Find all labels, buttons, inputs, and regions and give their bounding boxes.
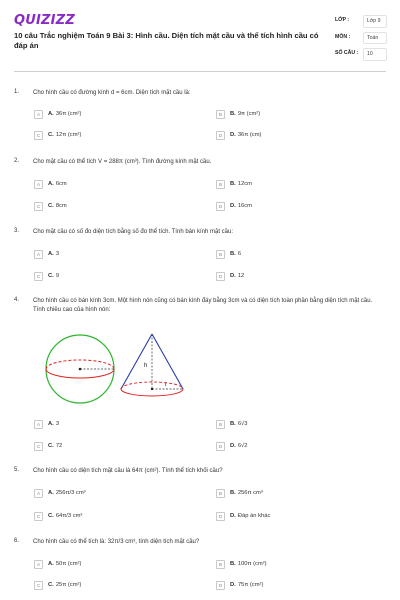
option-letter-box: B (216, 250, 225, 259)
option-text: 16cm (237, 203, 252, 209)
sphere-center (79, 368, 82, 371)
option-text: 256π/3 cm³ (55, 490, 86, 496)
option-key: B. (230, 251, 236, 257)
option-letter-box: D (216, 581, 225, 590)
option-letter-box: C (34, 131, 43, 140)
option-text: 36π (cm) (237, 132, 262, 138)
option-letter-box: A (34, 489, 43, 498)
option-text: 64π/3 cm³ (55, 513, 83, 519)
option-key: C. (48, 273, 54, 279)
cone-radius-label: r (165, 382, 167, 388)
q2-option-a[interactable] (34, 177, 67, 191)
q6-option-d[interactable] (216, 578, 263, 592)
question-text: Cho mặt cầu có thể tích V = 288π (cm³). Tính đường kính mặt cầu. (33, 159, 212, 165)
option-text: 9π (cm²) (237, 111, 261, 117)
option-key: C. (48, 203, 54, 209)
option-text: 12cm (237, 181, 252, 187)
option-letter-box: B (216, 110, 225, 119)
option-text: 256π cm³ (237, 490, 263, 496)
option-key: C. (48, 513, 54, 519)
option-key: C. (48, 582, 54, 588)
q4-option-c[interactable] (34, 439, 62, 453)
q3-option-b[interactable] (216, 247, 241, 261)
option-text: 50π (cm²) (55, 561, 82, 567)
cone-base-center (151, 388, 153, 390)
option-letter-box: C (34, 512, 43, 521)
q6-option-c[interactable] (34, 578, 81, 592)
option-letter-box: D (216, 442, 225, 451)
option-key: A. (48, 561, 54, 567)
question-number: 6. (14, 538, 20, 544)
meta-count-row (335, 48, 387, 61)
meta-grade-value: Lớp 9 (363, 15, 387, 28)
cone-height-label: h (144, 363, 148, 369)
option-key: C. (48, 132, 54, 138)
meta-grade-row (335, 15, 387, 28)
option-text: 6√2 (237, 443, 248, 449)
cone-right-side (152, 334, 183, 389)
option-key: A. (48, 421, 54, 427)
header-divider (14, 71, 386, 72)
option-text: 3 (55, 421, 60, 427)
option-letter-box: B (216, 489, 225, 498)
q1-option-a[interactable] (34, 107, 81, 121)
option-text: 9 (55, 273, 60, 279)
option-letter-box: D (216, 131, 225, 140)
q2-option-b[interactable] (216, 177, 252, 191)
q3-option-c[interactable] (34, 269, 59, 283)
meta-count-label: SỐ CÂU : (335, 50, 359, 56)
option-key: D. (230, 443, 236, 449)
option-text: 12π (cm²) (55, 132, 82, 138)
option-letter-box: A (34, 180, 43, 189)
option-text: 100π (cm²) (237, 561, 267, 567)
option-letter-box: A (34, 110, 43, 119)
q2-option-c[interactable] (34, 199, 67, 213)
question-text: Cho hình cầu có bán kính 3cm. Một hình nón cũng có bán kính đáy bằng 3cm và có diện tích toàn phần bằng diện tích mặt cầu. Tính chiều cao của hình nón: (33, 298, 373, 313)
q4-option-d[interactable] (216, 439, 247, 453)
option-key: A. (48, 111, 54, 117)
option-letter-box: C (34, 202, 43, 211)
q6-option-a[interactable] (34, 557, 81, 571)
q1-option-d[interactable] (216, 128, 261, 142)
option-letter-box: A (34, 420, 43, 429)
option-key: C. (48, 443, 54, 449)
question-number: 5. (14, 467, 20, 473)
q5-option-d[interactable] (216, 509, 270, 523)
option-text: 8cm (55, 203, 67, 209)
option-key: D. (230, 582, 236, 588)
q5-option-c[interactable] (34, 509, 82, 523)
question-text: Cho hình cầu có đường kính d = 6cm. Diện tích mặt cầu là: (33, 90, 191, 96)
option-key: B. (230, 490, 236, 496)
option-text: 6 (237, 251, 242, 257)
option-text: 75π (cm²) (237, 582, 264, 588)
option-text: 6√3 (237, 421, 248, 427)
meta-subject-value: Toán (363, 32, 387, 45)
question-number: 3. (14, 228, 20, 234)
question-text: Cho hình cầu có thể tích là: 32π/3 cm³, tính diện tích mặt cầu? (33, 539, 200, 545)
meta-subject-row (335, 32, 387, 45)
question-number: 1. (14, 89, 20, 95)
option-key: B. (230, 561, 236, 567)
page-title: 10 câu Trắc nghiệm Toán 9 Bài 3: Hình cầu. Diện tích mặt cầu và thể tích hình cầu có đáp án (14, 31, 319, 50)
q4-option-b[interactable] (216, 417, 247, 431)
option-text: 36π (cm²) (55, 111, 82, 117)
option-text: 72 (55, 443, 63, 449)
option-letter-box: B (216, 560, 225, 569)
q2-option-d[interactable] (216, 199, 252, 213)
meta-grade-label: LỚP : (335, 17, 350, 23)
q5-option-b[interactable] (216, 486, 263, 500)
option-letter-box: A (34, 560, 43, 569)
cone-left-side (121, 334, 152, 389)
option-key: D. (230, 513, 236, 519)
option-key: D. (230, 203, 236, 209)
quiz-meta (335, 15, 387, 65)
option-letter-box: C (34, 442, 43, 451)
q1-option-c[interactable] (34, 128, 81, 142)
option-key: D. (230, 273, 236, 279)
sphere-equator-back (46, 360, 114, 369)
sphere-equator-front (46, 369, 114, 378)
option-letter-box: D (216, 272, 225, 281)
question-text: Cho mặt cầu có số đo diện tích bằng số đo thể tích. Tính bán kính mặt cầu: (33, 229, 234, 235)
option-letter-box: C (34, 272, 43, 281)
q4-option-a[interactable] (34, 417, 59, 431)
option-letter-box: D (216, 512, 225, 521)
q6-option-b[interactable] (216, 557, 267, 571)
option-letter-box: B (216, 180, 225, 189)
option-key: A. (48, 490, 54, 496)
option-key: B. (230, 421, 236, 427)
q3-option-a[interactable] (34, 247, 59, 261)
option-key: B. (230, 111, 236, 117)
option-text: 3 (55, 251, 60, 257)
option-letter-box: C (34, 581, 43, 590)
sphere-cone-figure (44, 329, 264, 411)
question-number: 2. (14, 158, 20, 164)
q1-option-b[interactable] (216, 107, 260, 121)
q3-option-d[interactable] (216, 269, 244, 283)
q5-option-a[interactable] (34, 486, 86, 500)
option-key: A. (48, 181, 54, 187)
meta-subject-label: MÔN : (335, 33, 351, 40)
option-key: D. (230, 132, 236, 138)
question-text: Cho hình cầu có diện tích mặt cầu là 64π (cm²). Tính thể tích khối cầu? (33, 468, 223, 474)
option-key: B. (230, 181, 236, 187)
option-text: 6cm (55, 181, 67, 187)
option-text: 25π (cm²) (55, 582, 82, 588)
option-letter-box: B (216, 420, 225, 429)
quizizz-logo: QUIZIZZ (14, 13, 75, 28)
option-letter-box: A (34, 250, 43, 259)
option-key: A. (48, 251, 54, 257)
option-text: 12 (237, 273, 245, 279)
option-text: Đáp án khác (237, 513, 271, 519)
meta-count-value: 10 (363, 48, 387, 61)
question-number: 4. (14, 297, 20, 303)
option-letter-box: D (216, 202, 225, 211)
